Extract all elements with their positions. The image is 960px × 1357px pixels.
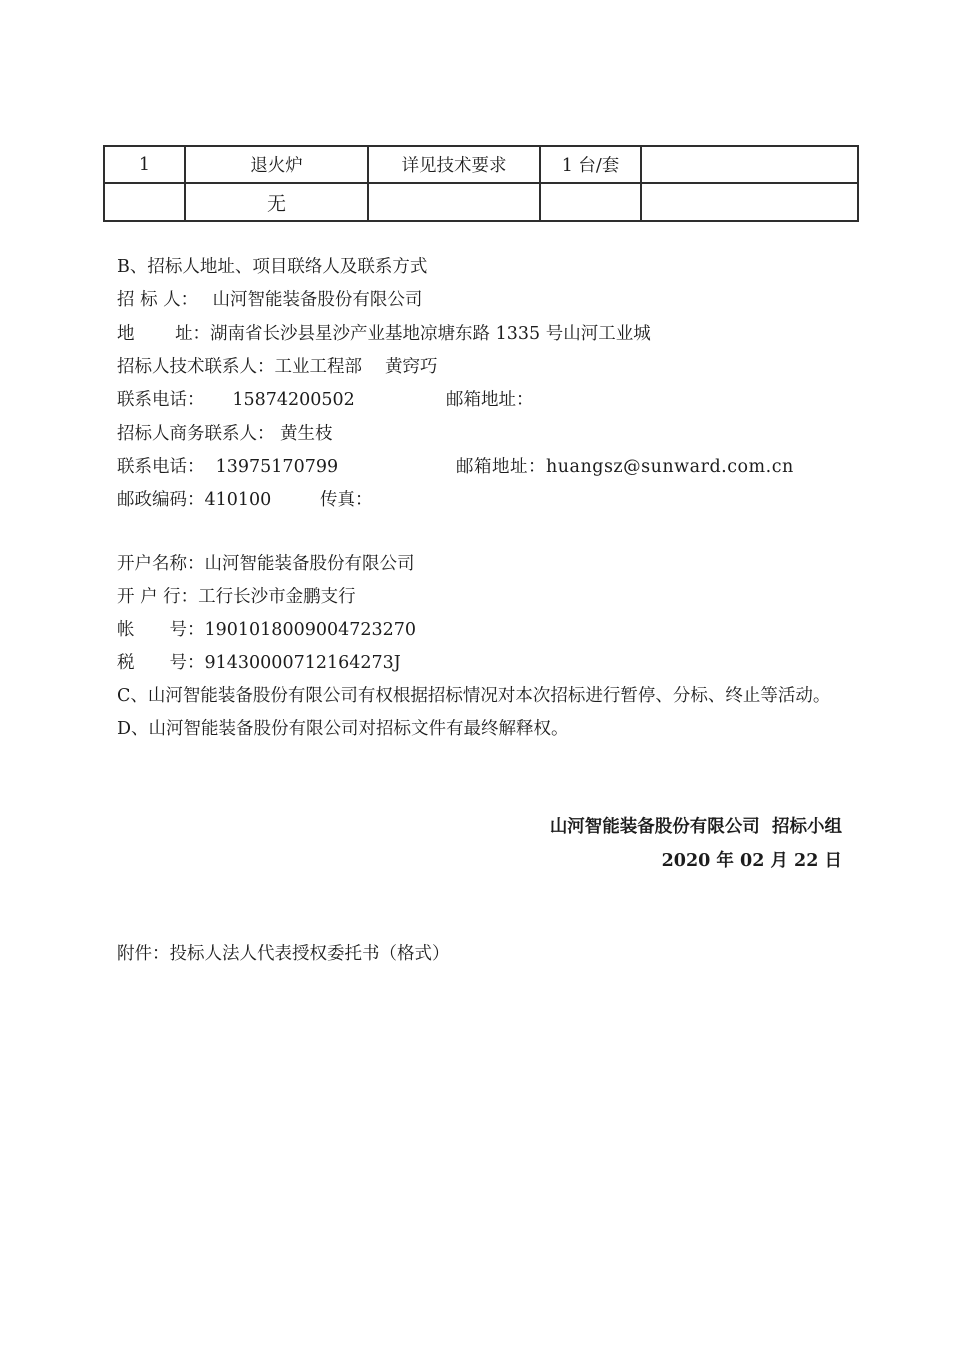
table-row	[104, 183, 858, 221]
address-line: 地 址：湖南省长沙县星沙产业基地凉塘东路 1335 号山河工业城	[117, 324, 651, 344]
table-cell-seq: 1	[104, 146, 185, 183]
tech-contact-line: 招标人技术联系人：工业工程部 黄窍巧	[117, 357, 438, 377]
table-cell-remark	[641, 146, 858, 183]
fax-label: 传真：	[320, 490, 373, 510]
signature-date-line: 2020 年 02 月 22 日	[661, 851, 842, 871]
account-number-line: 帐 号：1901018009004723270	[117, 620, 417, 640]
note-c-line: C、山河智能装备股份有限公司有权根据招标情况对本次招标进行暂停、分标、终止等活动。	[117, 686, 831, 706]
table-cell-remark	[641, 183, 858, 221]
account-name-line: 开户名称：山河智能装备股份有限公司	[117, 554, 415, 574]
table-cell-spec	[368, 183, 540, 221]
business-contact-line: 招标人商务联系人： 黄生枝	[117, 424, 333, 444]
bank-branch-line: 开 户 行：工行长沙市金鹏支行	[117, 587, 356, 607]
signature-org-line: 山河智能装备股份有限公司 招标小组	[549, 817, 842, 837]
email1-label: 邮箱地址：	[446, 390, 534, 410]
table-cell-item: 退火炉	[185, 146, 368, 183]
note-d-line: D、山河智能装备股份有限公司对招标文件有最终解释权。	[117, 719, 569, 739]
table-row	[104, 146, 858, 183]
tax-number-line: 税 号：91430000712164273J	[117, 653, 401, 673]
table-cell-item: 无	[185, 183, 368, 221]
section-b-heading: B、招标人地址、项目联络人及联系方式	[117, 257, 428, 277]
postal-code-line: 邮政编码：410100	[117, 490, 272, 510]
attachment-line: 附件：投标人法人代表授权委托书（格式）	[117, 944, 450, 964]
bidder-line: 招 标 人： 山河智能装备股份有限公司	[117, 290, 423, 310]
email2-line: 邮箱地址：huangsz@sunward.com.cn	[456, 457, 794, 477]
table-cell-spec: 详见技术要求	[368, 146, 540, 183]
equipment-table	[103, 145, 859, 222]
table-cell-seq	[104, 183, 185, 221]
table-cell-qty: 1 台/套	[540, 146, 641, 183]
phone1-line: 联系电话： 15874200502	[117, 390, 355, 410]
table-cell-qty	[540, 183, 641, 221]
phone2-line: 联系电话： 13975170799	[117, 457, 339, 477]
